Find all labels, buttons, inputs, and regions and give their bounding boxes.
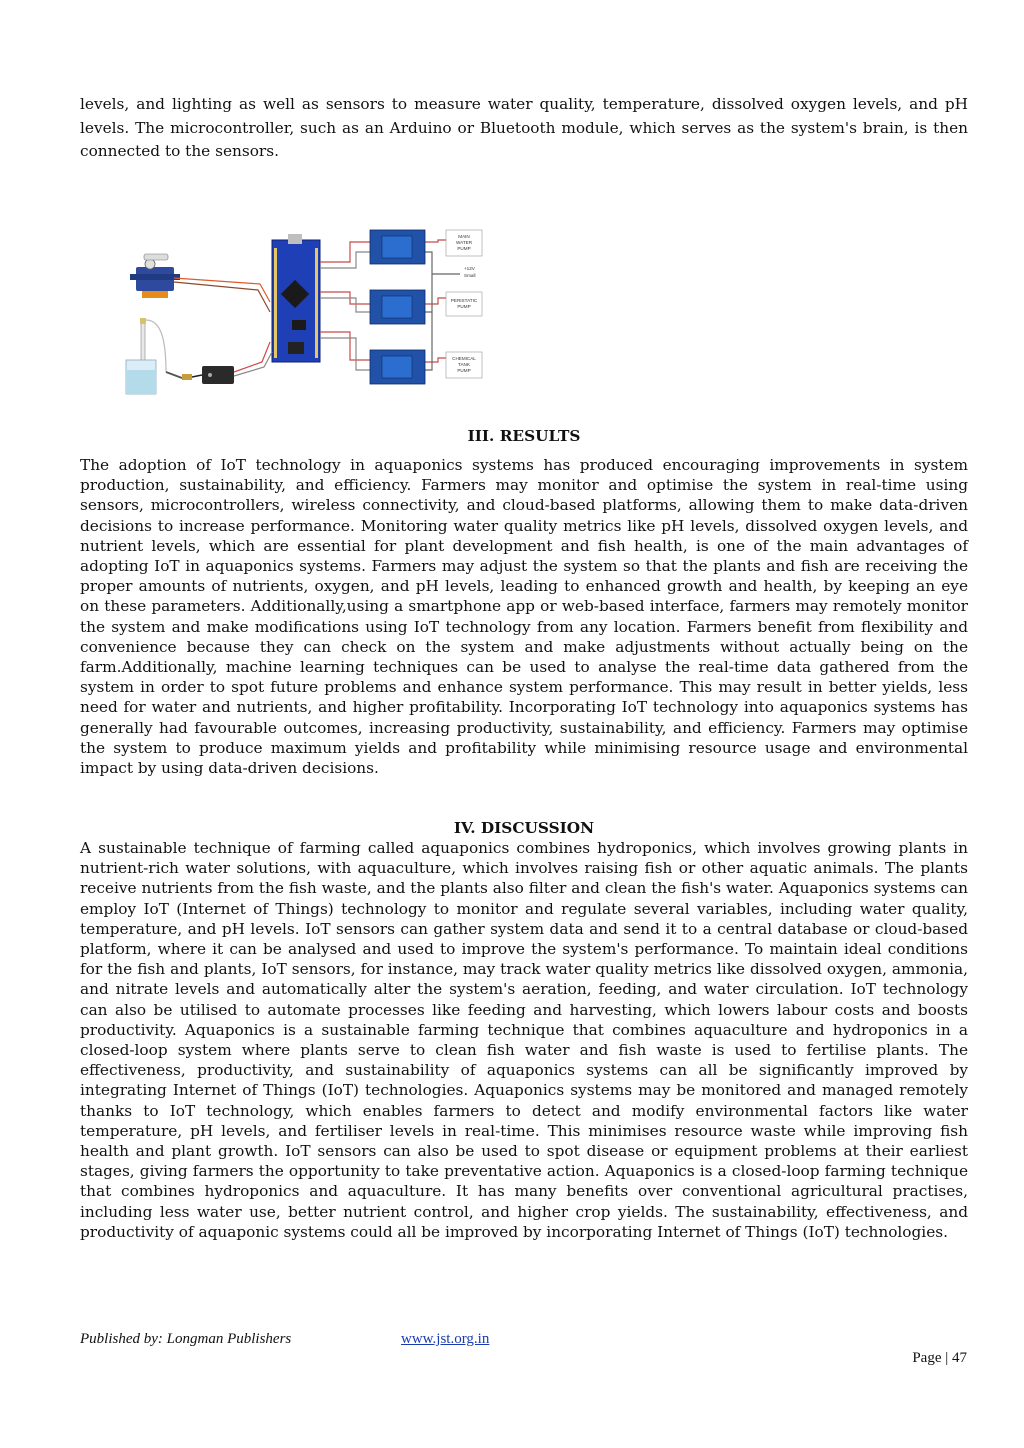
discussion-heading: IV. DISCUSSION (453, 819, 595, 837)
power-label-2: Small (464, 273, 476, 278)
pump3-label-3: PUMP (457, 368, 471, 373)
relay-module-3-icon (370, 350, 425, 384)
pump3-label-1: CHEMICAL (452, 356, 476, 361)
pump2-label-1: PERISTATIC (450, 298, 478, 303)
pump1-label-3: PUMP (457, 246, 471, 251)
relay-module-1-icon (370, 230, 425, 264)
results-paragraph: The adoption of IoT technology in aquaponics systems has produced encouraging improvements in system production, sustainability, and efficiency. Farmers may monitor and optimise the system in real-time using sensors, microcontrollers, wireless connectivity, and cloud-based platforms, allowing them to make data-driven decisions to increase performance. Monitoring water quality metrics like pH levels, dissolved oxygen levels, and nutrient levels, which are essential for plant development and fish health, is one of the main advantages of adopting IoT in aquaponics systems. Farmers may adjust the system so that the plants and fish are receiving the proper amounts of nutrients, oxygen, and pH levels, leading to enhanced growth and health, by keeping an eye on these parameters. Additionally,using a smartphone app or web-based interface, farmers may remotely monitor the system and make modifications using IoT technology from any location. Farmers benefit from flexibility and convenience because they can check on the system and make adjustments without actually being on the farm.Additionally, machine learning techniques can be used to analyse the real-time data gathered from the system in order to spot future problems and enhance system performance. This may result in better yields, less need for water and nutrients, and higher profitability. Incorporating IoT technology into aquaponics systems has generally had favourable outcomes, increasing productivity, sustainability, and efficiency. Farmers may optimise the system to produce maximum yields and profitability while minimising resource usage and environmental impact by using data-driven decisions. (80, 456, 968, 778)
pump3-label-2: TANK (458, 362, 470, 367)
ph-probe-icon (126, 318, 234, 394)
footer-url-link[interactable]: www.jst.org.in (401, 1331, 490, 1347)
discussion-paragraph: A sustainable technique of farming called aquaponics combines hydroponics, which involves growing plants in nutrient-rich water solutions, with aquaculture, which involves raising fish or other aquatic animals. The plants receive nutrients from the fish waste, and the plants also filter and clean the fish's water. Aquaponics systems can employ IoT (Internet of Things) technology to monitor and regulate several variables, including water quality, temperature, and pH levels. IoT sensors can gather system data and send it to a central database or cloud-based platform, where it can be analysed and used to improve the system's performance. To maintain ideal conditions for the fish and plants, IoT sensors, for instance, may track water quality metrics like dissolved oxygen, ammonia, and nitrate levels and automatically alter the system's aeration, feeding, and water circulation. IoT technology can also be utilised to automate processes like feeding and harvesting, which lowers labour costs and boosts productivity. Aquaponics is a sustainable farming technique that combines aquaculture and hydroponics in a closed-loop system where plants serve to clean fish water and fish waste is used to fertilise plants. The effectiveness, productivity, and sustainability of aquaponics systems can all be significantly improved by integrating Internet of Things (IoT) technologies. Aquaponics systems may be monitored and managed remotely thanks to IoT technology, which enables farmers to detect and modify environmental factors like water temperature, pH levels, and fertiliser levels in real-time. This minimises resource waste while improving fish health and plant growth. IoT sensors can also be used to spot disease or equipment problems at their earliest stages, giving farmers the opportunity to take preventative action. Aquaponics is a closed-loop farming technique that combines hydroponics and aquaculture. It has many benefits over conventional agricultural practises, including less water use, better nutrient control, and higher crop yields. The sustainability, effectiveness, and productivity of aquaponic systems could all be improved by incorporating Internet of Things (IoT) technologies. (80, 839, 968, 1241)
arduino-board-icon (272, 234, 320, 362)
pump1-label-2: WATER (455, 240, 473, 245)
results-heading: III. RESULTS (467, 427, 581, 445)
pump2-label-2: PUMP (457, 304, 471, 309)
pump1-label-1: MAIN (458, 234, 470, 239)
servo-motor-icon (130, 254, 180, 298)
relay-module-2-icon (370, 290, 425, 324)
intro-paragraph: levels, and lighting as well as sensors to measure water quality, temperature, dissolved oxygen levels, and pH levels. The microcontroller, such as an Arduino or Bluetooth module, which serves as the system's brain, is then connected to the sensors. (80, 95, 968, 160)
footer-publisher: Published by: Longman Publishers (80, 1331, 292, 1347)
power-label-1: +12V (464, 266, 475, 271)
circuit-diagram-figure (120, 212, 500, 402)
page-number: Page | 47 (912, 1350, 967, 1366)
